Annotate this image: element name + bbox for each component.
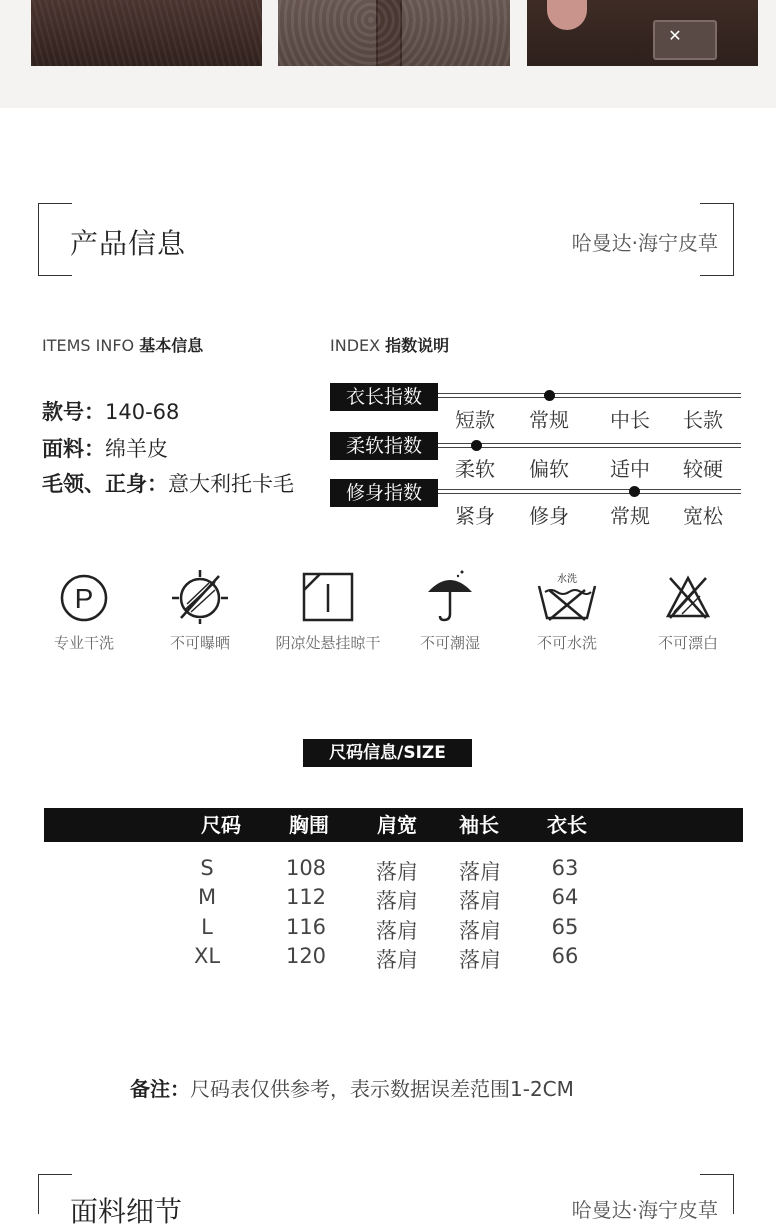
index-scale-softness — [438, 443, 741, 448]
header-bracket-left — [38, 203, 72, 276]
basic-info-row-style-number: 款号：140-68 — [42, 400, 180, 424]
size-cell: 120 — [285, 944, 327, 968]
index-scale-length — [438, 393, 741, 398]
no-moisture-icon — [422, 568, 478, 624]
size-cell: S — [200, 856, 214, 880]
size-cell: 108 — [285, 856, 327, 880]
index-option: 中长 — [610, 408, 650, 432]
size-cell: 64 — [551, 885, 579, 909]
care-item-hang-dry: 阴凉处悬挂晾干 — [263, 568, 393, 653]
section-title: 产品信息 — [70, 227, 187, 260]
index-label-softness: 柔软指数 — [330, 432, 438, 460]
basic-info-row-fur: 毛领、正身：意大利托卡毛 — [42, 472, 294, 496]
index-option: 修身 — [529, 504, 569, 528]
index-marker-fit — [629, 486, 640, 497]
professional-dry-clean-icon — [56, 568, 112, 624]
size-cell: 65 — [551, 915, 579, 939]
next-section-title: 面料细节 — [70, 1195, 183, 1228]
size-header-cell: 衣长 — [547, 813, 587, 837]
hang-dry-in-shade-icon — [300, 568, 356, 624]
size-note: 备注：尺码表仅供参考，表示数据误差范围1-2CM — [130, 1077, 574, 1101]
index-option: 短款 — [455, 408, 495, 432]
index-scale-fit — [438, 489, 741, 494]
basic-info-row-fabric: 面料：绵羊皮 — [42, 437, 168, 461]
size-cell: 落肩 — [459, 948, 501, 972]
index-option: 较硬 — [683, 457, 723, 481]
size-cell: 66 — [551, 944, 579, 968]
product-photo-clasp-detail: ✕ — [527, 0, 758, 66]
index-option: 常规 — [529, 408, 569, 432]
size-section-tag: 尺码信息/SIZE — [303, 739, 472, 767]
product-photo-strip — [0, 0, 776, 108]
index-option: 柔软 — [455, 457, 495, 481]
size-cell: 落肩 — [459, 860, 501, 884]
size-cell: M — [197, 885, 217, 909]
index-option: 宽松 — [683, 504, 723, 528]
index-option: 紧身 — [455, 504, 495, 528]
index-option: 适中 — [610, 457, 650, 481]
no-bleach-icon — [660, 568, 716, 624]
next-brand-name: 哈曼达·海宁皮草 — [571, 1198, 718, 1222]
size-cell: 落肩 — [459, 889, 501, 913]
care-item-no-sun: 不可曝晒 — [135, 568, 265, 653]
index-label-fit: 修身指数 — [330, 479, 438, 507]
size-cell: 落肩 — [376, 889, 418, 913]
size-cell: XL — [193, 944, 221, 968]
size-cell: 落肩 — [376, 948, 418, 972]
size-header-cell: 胸围 — [289, 813, 329, 837]
basic-info-heading: ITEMS INFO 基本信息 — [42, 336, 204, 355]
product-photo-fur-detail — [31, 0, 262, 66]
size-header-cell: 尺码 — [201, 813, 241, 837]
index-option: 长款 — [683, 408, 723, 432]
index-marker-length — [544, 390, 555, 401]
care-item-no-moisture: 不可潮湿 — [385, 568, 515, 653]
no-sun-exposure-icon — [169, 568, 231, 624]
size-cell: 落肩 — [376, 860, 418, 884]
svg-text:P: P — [74, 583, 94, 614]
care-item-no-bleach: 不可漂白 — [623, 568, 753, 653]
index-marker-softness — [471, 440, 482, 451]
product-photo-leather-detail — [278, 0, 510, 66]
care-item-dry-clean: P 专业干洗 — [19, 568, 149, 653]
next-header-bracket-left — [38, 1174, 72, 1214]
size-cell: L — [201, 915, 213, 939]
size-cell: 112 — [285, 885, 327, 909]
care-item-no-washing: 水洗 不可水洗 — [502, 568, 632, 653]
no-washing-icon — [535, 568, 599, 624]
size-cell: 落肩 — [376, 919, 418, 943]
size-table-header — [44, 808, 743, 842]
index-option: 偏软 — [529, 457, 569, 481]
size-cell: 116 — [285, 915, 327, 939]
svg-text:水洗: 水洗 — [557, 574, 577, 585]
size-cell: 63 — [551, 856, 579, 880]
size-header-cell: 袖长 — [459, 813, 499, 837]
index-option: 常规 — [610, 504, 650, 528]
brand-name: 哈曼达·海宁皮草 — [571, 231, 718, 255]
size-cell: 落肩 — [459, 919, 501, 943]
index-label-length: 衣长指数 — [330, 383, 438, 411]
size-header-cell: 肩宽 — [377, 813, 417, 837]
index-heading: INDEX 指数说明 — [330, 336, 450, 355]
